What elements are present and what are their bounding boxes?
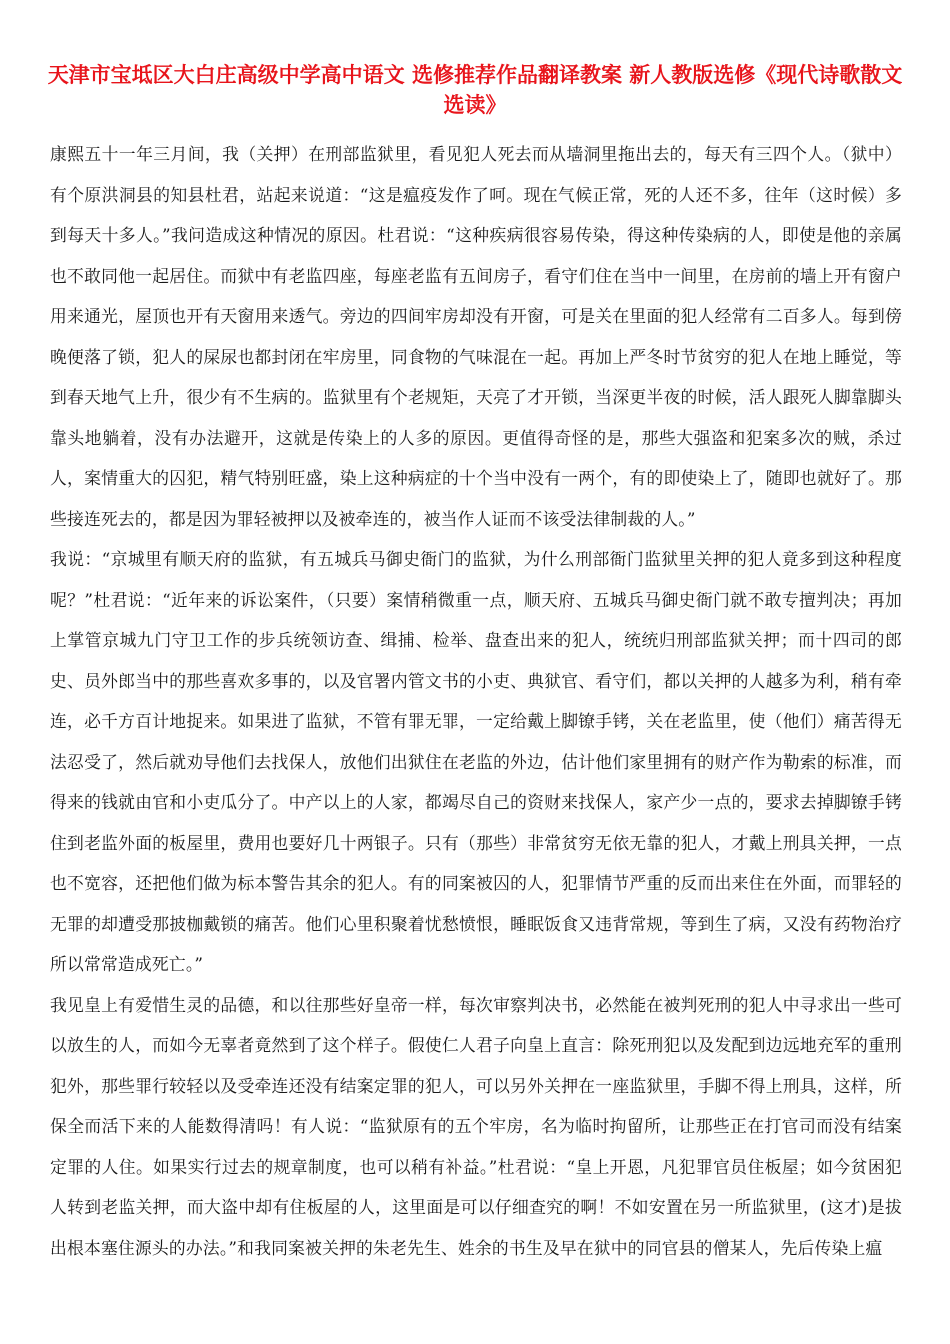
document-body [50, 134, 902, 1268]
paragraph-2: 我说：“京城里有顺天府的监狱，有五城兵马御史衙门的监狱，为什么刑部衙门监狱里关押的犯人竟多到这种程度呢？”杜君说：“近年来的诉讼案件，（只要）案情稍微重一点，顺天府、五城兵马御史衙门就不敢专擅判决；再加上掌管京城九门守卫工作的步兵统领访查、缉捕、检举、盘查出来的犯人，统统归刑部监狱关押；而十四司的郎史、员外郎当中的那些喜欢多事的，以及官署内管文书的小吏、典狱官、看守们，都以关押的人越多为利，稍有牵连，必千方百计地捉来。如果进了监狱，不管有罪无罪，一定给戴上脚镣手铐，关在老监里，使（他们）痛苦得无法忍受了，然后就劝导他们去找保人，放他们出狱住在老监的外边，估计他们家里拥有的财产作为勒索的标准，而得来的钱就由官和小吏瓜分了。中产以上的人家，都竭尽自己的资财来找保人，家产少一点的，要求去掉脚镣手铐住到老监外面的板屋里，费用也要好几十两银子。只有（那些）非常贫穷无依无靠的犯人，才戴上刑具关押，一点也不宽容，还把他们做为标本警告其余的犯人。有的同案被囚的人，犯罪情节严重的反而出来住在外面，而罪轻的无罪的却遭受那披枷戴锁的痛苦。他们心里积聚着忧愁愤恨，睡眠饭食又违背常规，等到生了病，又没有药物治疗所以常常造成死亡。” [50, 549, 902, 974]
paragraph-3: 我见皇上有爱惜生灵的品德，和以往那些好皇帝一样，每次审察判决书，必然能在被判死刑的犯人中寻求出一些可以放生的人，而如今无辜者竟然到了这个样子。假使仁人君子向皇上直言：除死刑犯以及发配到边远地充军的重刑犯外，那些罪行较轻以及受牵连还没有结案定罪的犯人，可以另外关押在一座监狱里，手脚不得上刑具，这样，所保全而活下来的人能数得清吗！有人说：“监狱原有的五个牢房，名为临时拘留所，让那些正在打官司而没有结案定罪的人住。如果实行过去的规章制度，也可以稍有补益。”杜君说：“皇上开恩，凡犯罪官员住板屋；如今贫困犯人转到老监关押，而大盗中却有住板屋的人，这里面是可以仔细查究的啊！不如安置在另一所监狱里，(这才)是拔出根本塞住源头的办法。”和我同案被关押的朱老先生、姓余的书生及早在狱中的同官县的僧某人，先后传染上瘟 [50, 994, 902, 1258]
paragraph-1: 康熙五十一年三月间，我（关押）在刑部监狱里，看见犯人死去而从墙洞里拖出去的，每天有三四个人。（狱中）有个原洪洞县的知县杜君，站起来说道：“这是瘟疫发作了呵。现在气候正常，死的人还不多，往年（这时候）多到每天十多人。”我问造成这种情况的原因。杜君说：“这种疾病很容易传染，得这种传染病的人，即使是他的亲属也不敢同他一起居住。而狱中有老监四座，每座老监有五间房子，看守们住在当中一间里，在房前的墙上开有窗户用来通光，屋顶也开有天窗用来透气。旁边的四间牢房却没有开窗，可是关在里面的犯人经常有二百多人。每到傍晚便落了锁，犯人的屎尿也都封闭在牢房里，同食物的气味混在一起。再加上严冬时节贫穷的犯人在地上睡觉，等到春天地气上升，很少有不生病的。监狱里有个老规矩，天亮了才开锁，当深更半夜的时候，活人跟死人脚靠脚头靠头地躺着，没有办法避开，这就是传染上的人多的原因。更值得奇怪的是，那些大强盗和犯案多次的贼，杀过人，案情重大的囚犯，精气特别旺盛，染上这种病症的十个当中没有一两个，有的即使染上了，随即也就好了。那些接连死去的，都是因为罪轻被押以及被牵连的，被当作人证而不该受法律制裁的人。” [50, 144, 902, 529]
document-title: 天津市宝坻区大白庄高级中学高中语文 选修推荐作品翻译教案 新人教版选修《现代诗歌散文选读》 [47, 63, 903, 117]
